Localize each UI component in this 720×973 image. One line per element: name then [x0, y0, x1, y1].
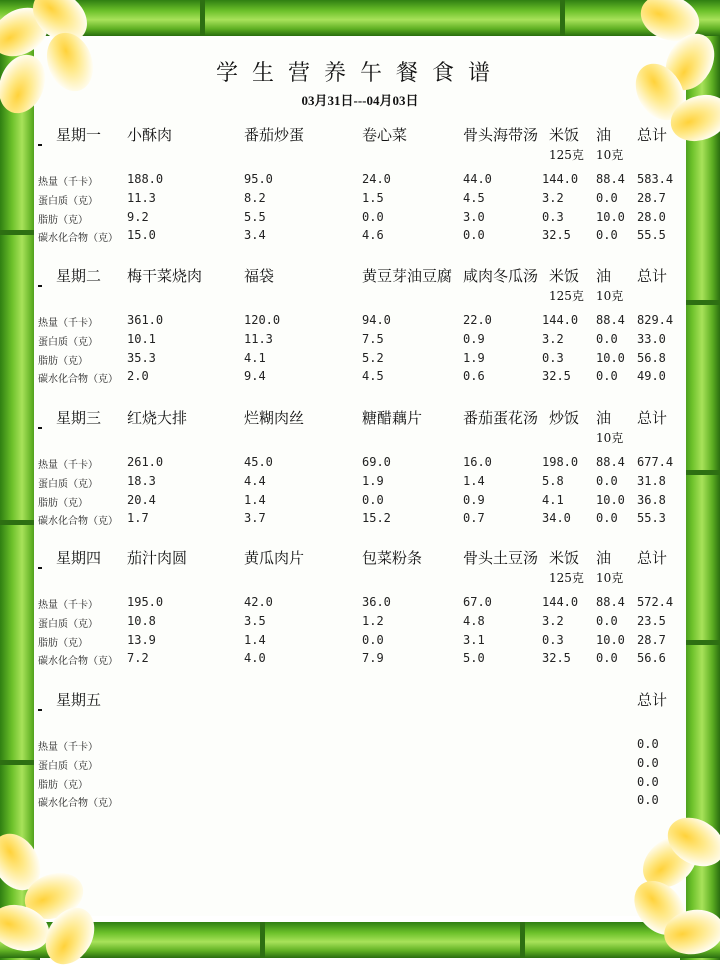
dish-name: 总计	[637, 267, 668, 285]
nutrient-value: 0.3	[542, 633, 564, 647]
nutrient-label: 脂肪（克）	[38, 498, 88, 509]
nutrient-value: 0.0	[637, 775, 659, 789]
nutrient-value: 0.0	[637, 793, 659, 807]
nutrient-value: 3.2	[542, 614, 564, 628]
dish-name: 米饭	[549, 267, 580, 285]
dish-name: 烂糊肉丝	[244, 409, 305, 427]
nutrient-value: 10.0	[596, 633, 625, 647]
nutrient-value: 0.3	[542, 351, 564, 365]
nutrient-value: 10.0	[596, 351, 625, 365]
nutrient-value: 13.9	[127, 633, 156, 647]
nutrient-value: 1.9	[463, 351, 485, 365]
nutrient-value: 35.3	[127, 351, 156, 365]
nutrient-value: 11.3	[127, 191, 156, 205]
page-title: 学生营养午餐食谱	[215, 61, 504, 86]
nutrient-label: 蛋白质（克）	[38, 479, 98, 490]
nutrient-value: 0.0	[596, 511, 618, 525]
nutrient-value: 3.2	[542, 191, 564, 205]
nutrient-value: 55.5	[637, 228, 666, 242]
nutrient-value: 3.0	[463, 210, 485, 224]
dish-name: 米饭	[549, 126, 580, 144]
nutrient-value: 7.9	[362, 651, 384, 665]
nutrient-value: 0.0	[637, 756, 659, 770]
dish-name: 茄汁肉圆	[127, 549, 188, 567]
nutrient-value: 4.6	[362, 228, 384, 242]
nutrient-label: 蛋白质（克）	[38, 761, 98, 772]
day-label: 星期二	[56, 267, 102, 285]
nutrient-value: 9.2	[127, 210, 149, 224]
nutrient-label: 热量（千卡）	[38, 742, 98, 753]
dish-name: 骨头土豆汤	[463, 549, 539, 567]
nutrient-value: 23.5	[637, 614, 666, 628]
nutrient-value: 2.0	[127, 369, 149, 383]
nutrient-label: 热量（千卡）	[38, 600, 98, 611]
day-label: 星期一	[56, 126, 102, 144]
nutrient-value: 45.0	[244, 455, 273, 469]
nutrient-value: 88.4	[596, 172, 625, 186]
dish-name: 总计	[637, 409, 668, 427]
portion-size: 125克	[549, 148, 584, 162]
dish-name: 总计	[637, 691, 668, 709]
nutrient-value: 1.4	[244, 633, 266, 647]
nutrient-value: 261.0	[127, 455, 164, 469]
nutrient-value: 1.2	[362, 614, 384, 628]
nutrient-label: 蛋白质（克）	[38, 337, 98, 348]
day-label: 星期五	[56, 691, 102, 709]
nutrient-value: 22.0	[463, 313, 492, 327]
day-label: 星期三	[56, 409, 102, 427]
nutrient-value: 4.5	[463, 191, 485, 205]
nutrient-value: 677.4	[637, 455, 674, 469]
nutrient-value: 5.8	[542, 474, 564, 488]
dish-name: 米饭	[549, 549, 580, 567]
nutrient-value: 0.0	[596, 369, 618, 383]
dish-name: 番茄炒蛋	[244, 126, 305, 144]
dish-name: 炒饭	[549, 409, 580, 427]
nutrient-label: 碳水化合物（克）	[38, 233, 118, 244]
nutrient-value: 15.2	[362, 511, 391, 525]
dish-name: 小酥肉	[127, 126, 173, 144]
nutrient-label: 碳水化合物（克）	[38, 798, 118, 809]
nutrient-value: 0.6	[463, 369, 485, 383]
dish-name: 番茄蛋花汤	[463, 409, 539, 427]
tick-mark	[38, 285, 42, 287]
nutrient-value: 55.3	[637, 511, 666, 525]
tick-mark	[38, 427, 42, 429]
nutrient-value: 0.9	[463, 332, 485, 346]
dish-name: 油	[596, 549, 612, 567]
nutrient-value: 4.1	[542, 493, 564, 507]
dish-name: 油	[596, 126, 612, 144]
nutrient-value: 3.4	[244, 228, 266, 242]
nutrient-value: 5.5	[244, 210, 266, 224]
nutrient-value: 36.8	[637, 493, 666, 507]
nutrient-value: 0.0	[596, 651, 618, 665]
nutrient-value: 10.8	[127, 614, 156, 628]
nutrient-value: 33.0	[637, 332, 666, 346]
tick-mark	[38, 144, 42, 146]
nutrient-value: 88.4	[596, 313, 625, 327]
dish-name: 黄瓜肉片	[244, 549, 305, 567]
nutrient-value: 3.1	[463, 633, 485, 647]
dish-name: 红烧大排	[127, 409, 188, 427]
nutrient-value: 4.8	[463, 614, 485, 628]
nutrient-label: 热量（千卡）	[38, 318, 98, 329]
nutrient-value: 7.5	[362, 332, 384, 346]
nutrient-value: 32.5	[542, 651, 571, 665]
nutrient-value: 0.0	[362, 210, 384, 224]
portion-size: 125克	[549, 571, 584, 585]
tick-mark	[38, 709, 42, 711]
nutrient-value: 4.0	[244, 651, 266, 665]
nutrient-label: 蛋白质（克）	[38, 196, 98, 207]
dish-name: 总计	[637, 549, 668, 567]
nutrient-value: 10.0	[596, 210, 625, 224]
nutrient-value: 0.0	[362, 633, 384, 647]
nutrient-value: 16.0	[463, 455, 492, 469]
portion-size: 10克	[596, 289, 624, 303]
nutrient-value: 32.5	[542, 228, 571, 242]
nutrient-value: 3.5	[244, 614, 266, 628]
nutrient-value: 42.0	[244, 595, 273, 609]
nutrient-value: 4.5	[362, 369, 384, 383]
nutrient-value: 198.0	[542, 455, 579, 469]
nutrient-value: 1.9	[362, 474, 384, 488]
dish-name: 包菜粉条	[362, 549, 423, 567]
nutrient-value: 69.0	[362, 455, 391, 469]
nutrient-value: 20.4	[127, 493, 156, 507]
portion-size: 10克	[596, 571, 624, 585]
nutrient-label: 脂肪（克）	[38, 215, 88, 226]
nutrient-value: 1.4	[244, 493, 266, 507]
date-range: 03月31日---04月03日	[301, 93, 419, 108]
day-label: 星期四	[56, 549, 102, 567]
portion-size: 10克	[596, 148, 624, 162]
nutrient-value: 0.0	[596, 228, 618, 242]
nutrient-label: 热量（千卡）	[38, 177, 98, 188]
nutrient-value: 95.0	[244, 172, 273, 186]
dish-name: 骨头海带汤	[463, 126, 539, 144]
nutrient-value: 56.6	[637, 651, 666, 665]
dish-name: 卷心菜	[362, 126, 408, 144]
nutrient-value: 94.0	[362, 313, 391, 327]
nutrient-value: 583.4	[637, 172, 674, 186]
nutrient-value: 4.1	[244, 351, 266, 365]
nutrient-value: 88.4	[596, 455, 625, 469]
nutrient-label: 碳水化合物（克）	[38, 516, 118, 527]
nutrient-value: 0.0	[596, 614, 618, 628]
nutrient-value: 0.0	[637, 737, 659, 751]
dish-name: 福袋	[244, 267, 275, 285]
nutrient-value: 144.0	[542, 172, 579, 186]
nutrient-value: 0.3	[542, 210, 564, 224]
nutrient-value: 11.3	[244, 332, 273, 346]
nutrient-value: 5.2	[362, 351, 384, 365]
nutrient-value: 1.4	[463, 474, 485, 488]
tick-mark	[38, 567, 42, 569]
nutrient-value: 195.0	[127, 595, 164, 609]
nutrient-value: 36.0	[362, 595, 391, 609]
nutrient-value: 0.0	[362, 493, 384, 507]
nutrient-label: 脂肪（克）	[38, 638, 88, 649]
nutrient-value: 49.0	[637, 369, 666, 383]
nutrient-label: 热量（千卡）	[38, 460, 98, 471]
nutrient-value: 31.8	[637, 474, 666, 488]
nutrient-value: 1.7	[127, 511, 149, 525]
portion-size: 125克	[549, 289, 584, 303]
nutrient-value: 144.0	[542, 313, 579, 327]
nutrient-value: 0.0	[596, 191, 618, 205]
nutrient-value: 0.0	[596, 474, 618, 488]
nutrient-value: 829.4	[637, 313, 674, 327]
nutrient-value: 0.0	[463, 228, 485, 242]
nutrient-value: 15.0	[127, 228, 156, 242]
nutrient-label: 蛋白质（克）	[38, 619, 98, 630]
nutrient-value: 28.0	[637, 210, 666, 224]
nutrient-label: 碳水化合物（克）	[38, 374, 118, 385]
nutrient-value: 3.7	[244, 511, 266, 525]
nutrient-value: 0.9	[463, 493, 485, 507]
dish-name: 油	[596, 267, 612, 285]
nutrient-value: 3.2	[542, 332, 564, 346]
nutrient-value: 5.0	[463, 651, 485, 665]
nutrient-value: 18.3	[127, 474, 156, 488]
nutrient-value: 188.0	[127, 172, 164, 186]
nutrient-value: 7.2	[127, 651, 149, 665]
dish-name: 梅干菜烧肉	[127, 267, 203, 285]
dish-name: 咸肉冬瓜汤	[463, 267, 539, 285]
nutrient-value: 28.7	[637, 191, 666, 205]
nutrient-value: 56.8	[637, 351, 666, 365]
nutrient-value: 32.5	[542, 369, 571, 383]
nutrient-label: 脂肪（克）	[38, 356, 88, 367]
nutrient-value: 8.2	[244, 191, 266, 205]
nutrient-value: 10.0	[596, 493, 625, 507]
nutrient-value: 0.7	[463, 511, 485, 525]
nutrient-value: 24.0	[362, 172, 391, 186]
dish-name: 总计	[637, 126, 668, 144]
nutrient-value: 34.0	[542, 511, 571, 525]
nutrient-value: 28.7	[637, 633, 666, 647]
nutrient-value: 88.4	[596, 595, 625, 609]
nutrient-value: 0.0	[596, 332, 618, 346]
portion-size: 10克	[596, 431, 624, 445]
dish-name: 糖醋藕片	[362, 409, 423, 427]
nutrient-value: 361.0	[127, 313, 164, 327]
nutrient-value: 144.0	[542, 595, 579, 609]
nutrient-value: 1.5	[362, 191, 384, 205]
nutrient-value: 572.4	[637, 595, 674, 609]
nutrient-value: 67.0	[463, 595, 492, 609]
nutrient-label: 碳水化合物（克）	[38, 656, 118, 667]
nutrient-value: 44.0	[463, 172, 492, 186]
dish-name: 油	[596, 409, 612, 427]
nutrient-value: 10.1	[127, 332, 156, 346]
nutrient-value: 4.4	[244, 474, 266, 488]
dish-name: 黄豆芽油豆腐	[362, 267, 453, 285]
nutrient-value: 120.0	[244, 313, 281, 327]
nutrient-label: 脂肪（克）	[38, 780, 88, 791]
nutrient-value: 9.4	[244, 369, 266, 383]
